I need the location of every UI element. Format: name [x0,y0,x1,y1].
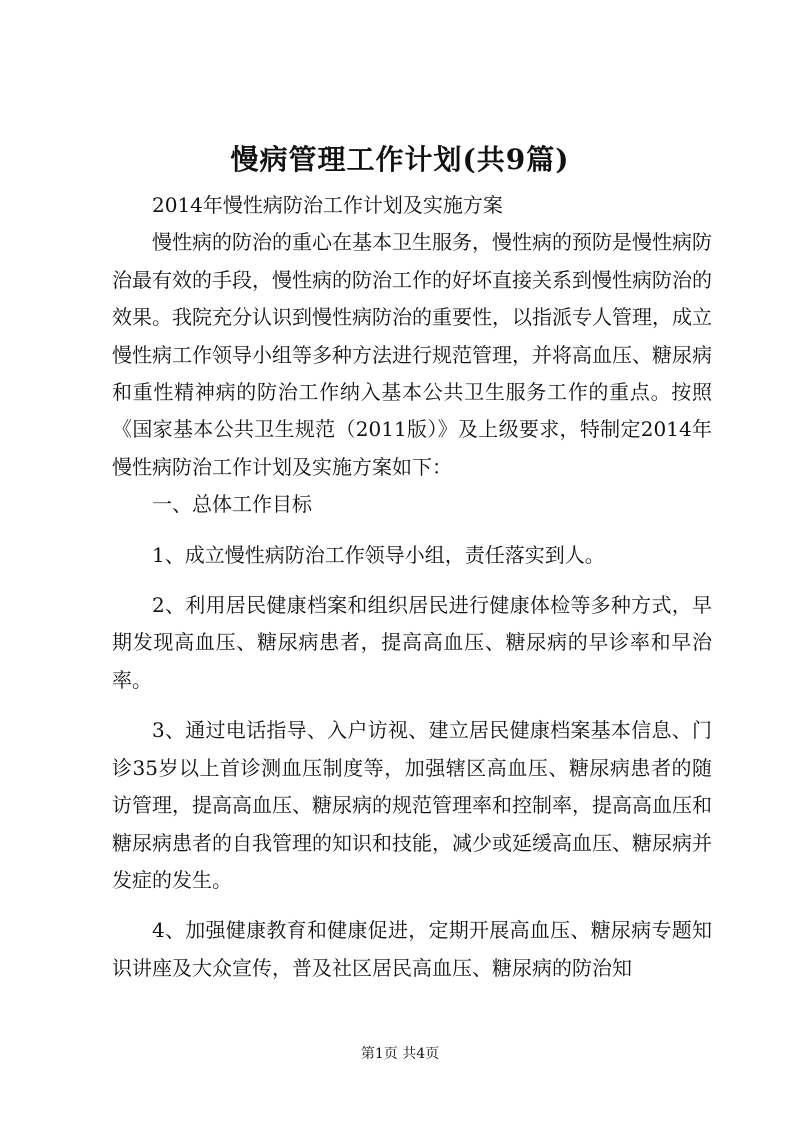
paragraph-item-4: 4、加强健康教育和健康促进，定期开展高血压、糖尿病专题知识讲座及大众宣传，普及社区居民高血压、糖尿病的防治知 [112,918,712,980]
paragraph-subtitle: 2014年慢性病防治工作计划及实施方案 [152,193,503,217]
page-footer: 第1页 共4页 [360,1046,440,1062]
document-title: 慢病管理工作计划(共9篇) [230,143,570,176]
paragraph-item-1: 1、成立慢性病防治工作领导小组，责任落实到人。 [152,542,605,567]
document-body [112,187,712,987]
paragraph-intro: 慢性病的防治的重心在基本卫生服务，慢性病的预防是慢性病防治最有效的手段，慢性病的防治工作的好坏直接关系到慢性病防治的效果。我院充分认识到慢性病防治的重要性，以指派专人管理，成立慢性病工作领导小组等多种方法进行规范管理，并将高血压、糖尿病和重性精神病的防治工作纳入基本公共卫生服务工作的重点。按照《国家基本公共卫生规范（2011版）》及上级要求，特制定2014年慢性病防治工作计划及实施方案如下： [112,230,712,479]
paragraph-item-3: 3、通过电话指导、入户访视、建立居民健康档案基本信息、门诊35岁以上首诊测血压制度等，加强辖区高血压、糖尿病患者的随访管理，提高高血压、糖尿病的规范管理率和控制率，提高高血压和糖尿病患者的自我管理的知识和技能，减少或延缓高血压、糖尿病并发症的发生。 [112,718,712,892]
paragraph-item-2: 2、利用居民健康档案和组织居民进行健康体检等多种方式，早期发现高血压、糖尿病患者，提高高血压、糖尿病的早诊率和早治率。 [112,593,712,692]
paragraph-heading-goals: 一、总体工作目标 [152,492,312,517]
